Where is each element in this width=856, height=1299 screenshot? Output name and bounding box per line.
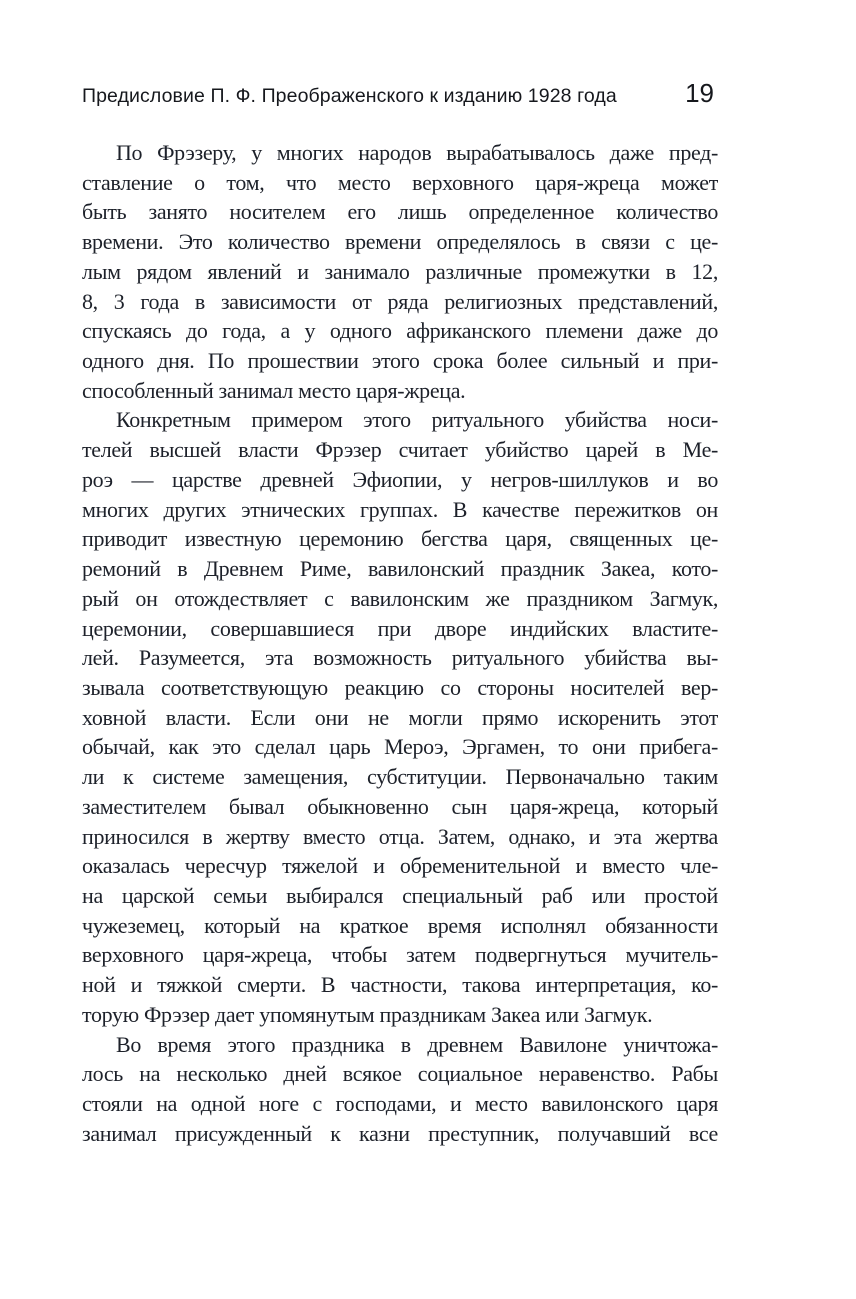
- text-line: рый он отождествляет с вавилонским же праздником Загмук,: [82, 585, 718, 611]
- text-line: способленный занимал место царя-жреца.: [82, 377, 466, 403]
- text-line: верховного царя-жреца, чтобы затем подвергнуться мучитель-: [82, 942, 718, 968]
- text-line: приводит известную церемонию бегства царя, священных це-: [82, 526, 718, 552]
- text-line: ховной власти. Если они не могли прямо искоренить этот: [82, 704, 718, 730]
- text-line: ставление о том, что место верховного царя-жреца может: [82, 169, 718, 195]
- text-line: ли к системе замещения, субституции. Первоначально таким: [82, 764, 718, 790]
- text-line: быть занято носителем его лишь определенное количество: [82, 199, 718, 225]
- text-line: ремоний в Древнем Риме, вавилонский праздник Закеа, кото-: [82, 556, 718, 582]
- text-line: обычай, как это сделал царь Мероэ, Эргамен, то они прибега-: [82, 734, 718, 760]
- running-header-title: Предисловие П. Ф. Преображенского к изданию 1928 года: [82, 85, 617, 107]
- paragraph: [82, 405, 718, 1029]
- text-line: заместителем бывал обыкновенно сын царя-жреца, который: [82, 793, 718, 819]
- text-line: одного дня. По прошествии этого срока более сильный и при-: [82, 348, 718, 374]
- text-line: роэ — царстве древней Эфиопии, у негров-шиллуков и во: [82, 466, 718, 492]
- text-line: оказалась чересчур тяжелой и обременительной и вместо чле-: [82, 853, 718, 879]
- text-line: стояли на одной ноге с господами, и место вавилонского царя: [82, 1091, 718, 1116]
- paragraph: [82, 1030, 718, 1149]
- text-line: зывала соответствующую реакцию со стороны носителей вер-: [82, 674, 718, 700]
- text-line: чужеземец, который на краткое время исполнял обязанности: [82, 912, 718, 938]
- text-line: лей. Разумеется, эта возможность ритуального убийства вы-: [82, 645, 718, 671]
- text-line: 8, 3 года в зависимости от ряда религиозных представлений,: [82, 288, 718, 314]
- text-line: Во время этого праздника в древнем Вавилоне уничтожа-: [116, 1031, 718, 1057]
- text-line: лось на несколько дней всякое социальное неравенство. Рабы: [82, 1061, 718, 1087]
- body-text: [82, 138, 718, 1148]
- text-line: телей высшей власти Фрэзер считает убийство царей в Ме-: [82, 437, 718, 463]
- text-line: церемонии, совершавшиеся при дворе индийских властите-: [82, 615, 718, 641]
- text-line: занимал присужденный к казни преступник, получавший все: [82, 1120, 718, 1146]
- running-header: [82, 78, 718, 109]
- page-number: 19: [685, 78, 714, 108]
- text-line: лым рядом явлений и занимало различные промежутки в 12,: [82, 258, 718, 284]
- text-line: торую Фрэзер дает упомянутым праздникам Закеа или Загмук.: [82, 1001, 653, 1027]
- text-line: времени. Это количество времени определялось в связи с це-: [82, 229, 718, 255]
- text-line: спускаясь до года, а у одного африканского племени даже до: [82, 318, 718, 344]
- text-line: По Фрэзеру, у многих народов вырабатывалось даже пред-: [116, 140, 718, 165]
- paragraph: [82, 138, 718, 405]
- text-line: многих других этнических группах. В качестве пережитков он: [82, 496, 718, 522]
- text-line: ной и тяжкой смерти. В частности, такова интерпретация, ко-: [82, 972, 718, 998]
- text-line: Конкретным примером этого ритуального убийства носи-: [116, 407, 718, 433]
- text-line: на царской семьи выбирался специальный раб или простой: [82, 882, 718, 908]
- text-line: приносился в жертву вместо отца. Затем, однако, и эта жертва: [82, 823, 718, 849]
